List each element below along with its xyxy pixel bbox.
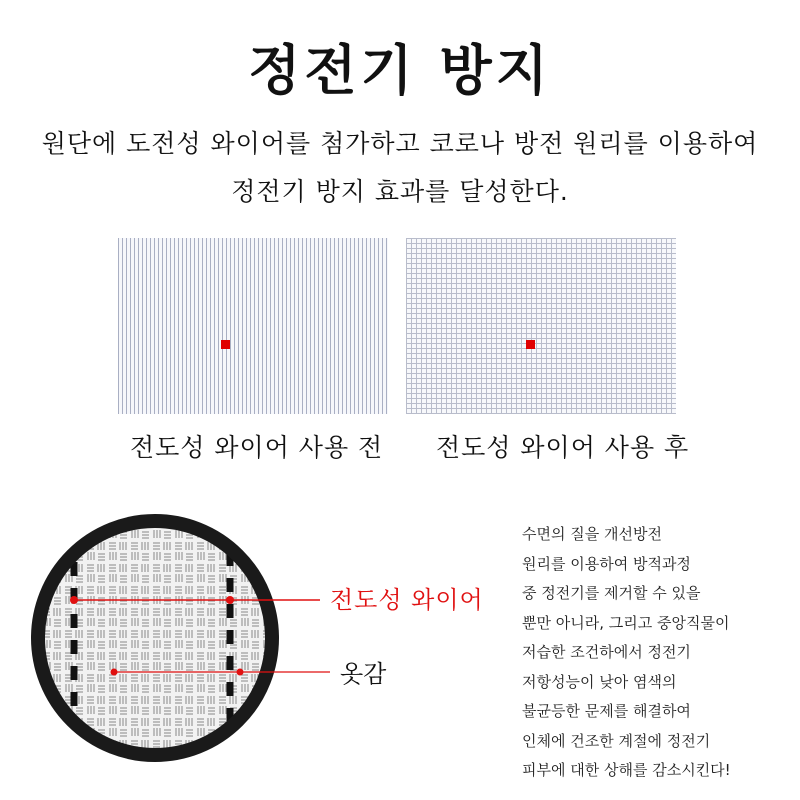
before-red-marker — [221, 340, 230, 349]
fabric-magnified-circle — [30, 496, 510, 796]
fabric-label: 옷감 — [340, 660, 387, 688]
page-title: 정전기 방지 — [248, 39, 552, 102]
subtitle-line-1: 원단에 도전성 와이어를 첨가하고 코로나 방전 원리를 이용하여 — [41, 129, 759, 158]
description-line: 피부에 대한 상해를 감소시킨다! — [522, 761, 731, 779]
wire-label: 전도성 와이어 — [330, 586, 484, 614]
description-line: 저습한 조건하에서 정전기 — [522, 643, 691, 661]
description-line: 원리를 이용하여 방적과정 — [522, 554, 691, 573]
description-line: 수면의 질을 개선방전 — [522, 525, 662, 543]
after-pattern-image — [406, 238, 676, 414]
description-line: 뿐만 아니라, 그리고 중앙직물이 — [522, 613, 730, 632]
description-line: 중 정전기를 제거할 수 있을 — [522, 584, 701, 602]
description-text — [522, 520, 792, 786]
after-red-marker — [526, 340, 535, 349]
description-line: 불균등한 문제를 해결하여 — [522, 702, 691, 720]
description-line: 저항성능이 낮아 염색의 — [522, 672, 677, 691]
before-pattern-image — [118, 238, 388, 414]
after-caption: 전도성 와이어 사용 후 — [436, 433, 690, 462]
description-line: 인체에 건조한 계절에 정전기 — [522, 731, 711, 750]
subtitle-line-2: 정전기 방지 효과를 달성한다. — [231, 177, 569, 206]
before-caption: 전도성 와이어 사용 전 — [130, 433, 384, 462]
